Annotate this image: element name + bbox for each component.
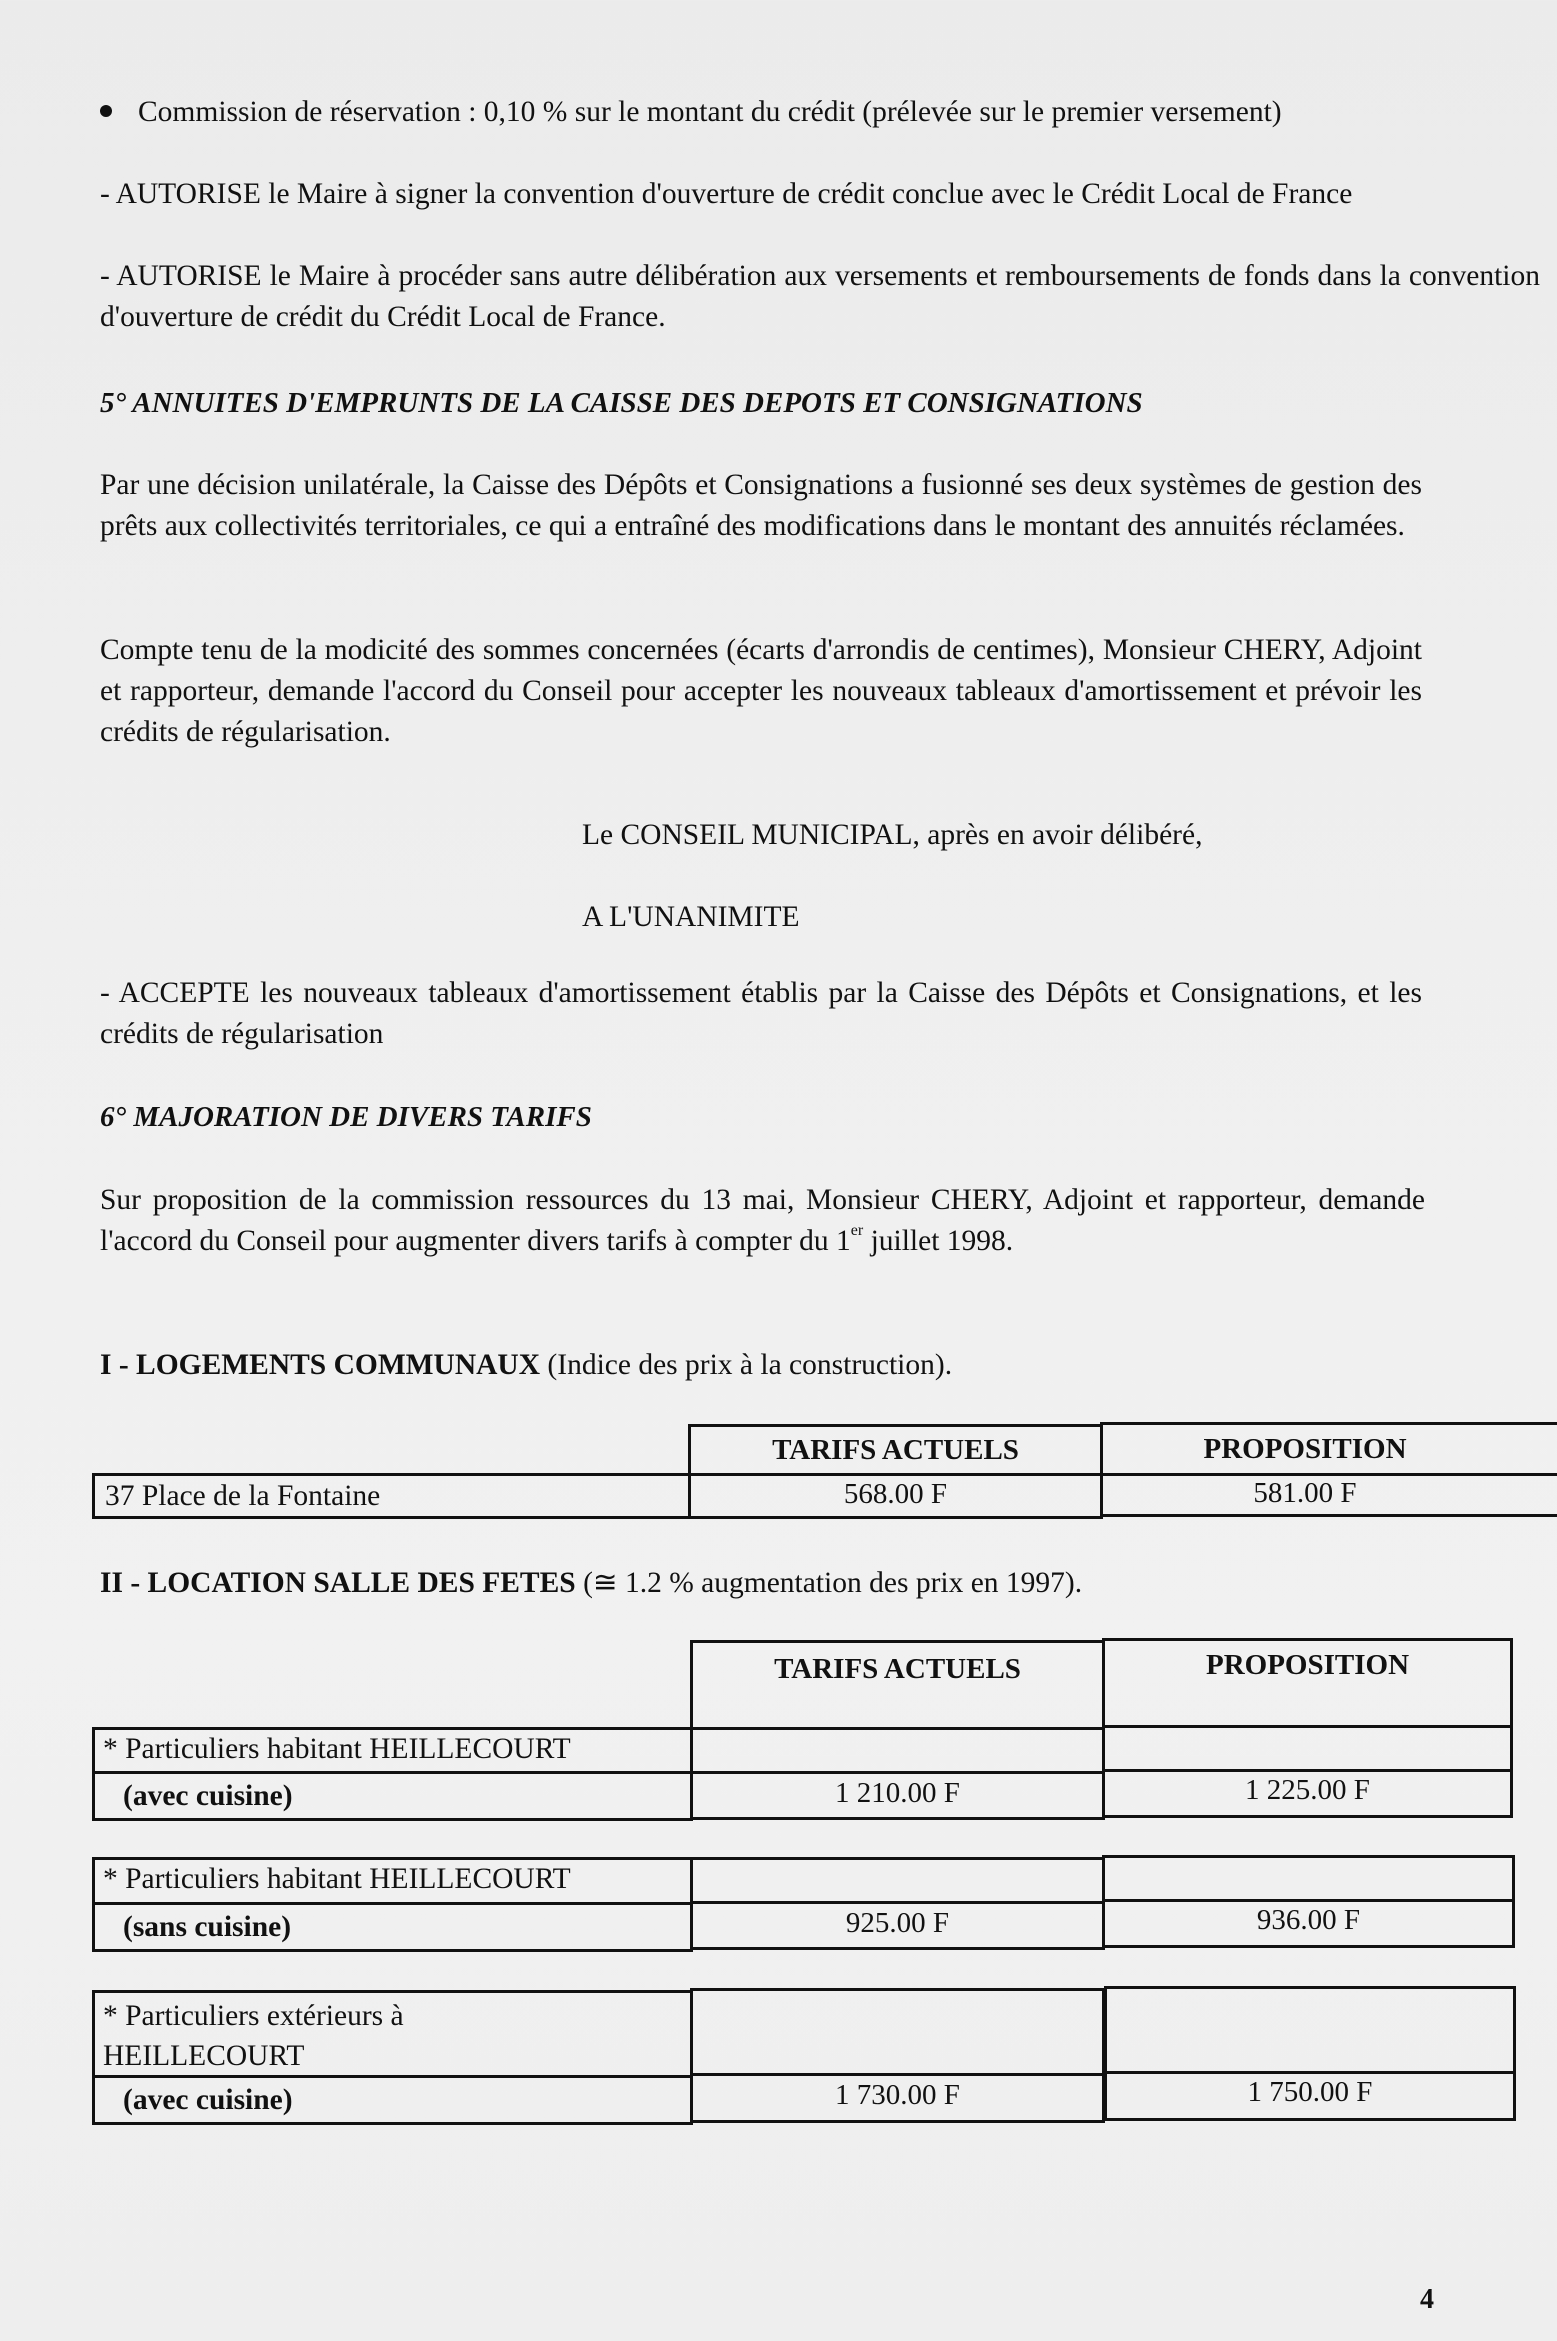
row-value: 936.00 F bbox=[1256, 1904, 1361, 1936]
row-value: 1 730.00 F bbox=[835, 2079, 960, 2111]
salle-header-actuel bbox=[690, 1640, 1105, 1730]
group-sublabel: (avec cuisine) bbox=[123, 1780, 293, 1812]
salle-header-proposition bbox=[1102, 1638, 1513, 1728]
row-value: 1 210.00 F bbox=[835, 1777, 960, 1809]
section-5-paragraph-1: Par une décision unilatérale, la Caisse des Dépôts et Consignations a fusionné ses deux systèmes de gestion des prêts aux collectivités territoriales, ce qui a entraîné des modifications dans le montant des annuités réclamées. bbox=[100, 469, 1422, 542]
vote-result: A L'UNANIMITE bbox=[582, 901, 800, 933]
council-statement: Le CONSEIL MUNICIPAL, après en avoir délibéré, bbox=[582, 819, 1203, 851]
group-proposition bbox=[1104, 2071, 1516, 2121]
group-label: * Particuliers extérieurs à bbox=[103, 2000, 404, 2032]
logements-row-actuel bbox=[688, 1473, 1103, 1519]
bullet-icon bbox=[100, 105, 112, 117]
header-label: PROPOSITION bbox=[1205, 1649, 1410, 1681]
row-value: 925.00 F bbox=[845, 1907, 950, 1939]
superscript-er: er bbox=[850, 1222, 864, 1240]
row-value: 1 750.00 F bbox=[1247, 2076, 1373, 2108]
autorise-paragraph-1: - AUTORISE le Maire à signer la convention d'ouverture de crédit conclue avec le Crédit Local de France bbox=[100, 178, 1353, 210]
group-label-line-1 bbox=[92, 1727, 693, 1774]
logements-row-proposition bbox=[1100, 1473, 1557, 1517]
group-label-line-2 bbox=[92, 2075, 693, 2125]
row-value: 1 225.00 F bbox=[1245, 1774, 1370, 1806]
group-proposition bbox=[1102, 1899, 1515, 1948]
bullet-text: Commission de réservation : 0,10 % sur le montant du crédit (prélevée sur le premier versement) bbox=[138, 96, 1282, 128]
group-label-line-1 bbox=[92, 1857, 693, 1905]
empty-cell bbox=[1104, 1986, 1516, 2074]
group-label-continued: HEILLECOURT bbox=[103, 2040, 305, 2072]
group-actuel bbox=[690, 1771, 1105, 1820]
group-actuel bbox=[690, 2073, 1105, 2123]
salle-fetes-title-rest: (≅ 1.2 % augmentation des prix en 1997). bbox=[575, 1567, 1083, 1599]
logements-header-proposition bbox=[1100, 1422, 1557, 1476]
logements-header-actuel bbox=[688, 1424, 1103, 1476]
logements-title-rest: (Indice des prix à la construction). bbox=[540, 1349, 953, 1381]
group-label-line-2 bbox=[92, 1902, 693, 1952]
group-label-line-2 bbox=[92, 1771, 693, 1821]
section-6-heading: 6° MAJORATION DE DIVERS TARIFS bbox=[100, 1101, 592, 1133]
autorise-paragraph-2: - AUTORISE le Maire à procéder sans autre délibération aux versements et remboursements de fonds dans la convention d'ouverture de crédit du Crédit Local de France. bbox=[100, 260, 1540, 333]
header-label: PROPOSITION bbox=[1203, 1433, 1407, 1465]
salle-fetes-title-bold: II - LOCATION SALLE DES FETES bbox=[100, 1567, 576, 1599]
empty-cell bbox=[690, 1727, 1105, 1774]
salle-fetes-title bbox=[100, 1563, 1082, 1604]
group-proposition bbox=[1102, 1769, 1513, 1818]
bullet-item bbox=[100, 92, 1540, 133]
empty-cell bbox=[690, 1857, 1105, 1904]
empty-cell bbox=[690, 1988, 1105, 2076]
section-5-paragraph-2: Compte tenu de la modicité des sommes concernées (écarts d'arrondis de centimes), Monsieur CHERY, Adjoint et rapporteur, demande l'accord du Conseil pour accepter les nouveaux tableaux d'amortissement et prévoir les crédits de régularisation. bbox=[100, 634, 1422, 748]
page-number: 4 bbox=[1420, 2284, 1434, 2315]
group-label: * Particuliers habitant HEILLECOURT bbox=[103, 1733, 571, 1765]
section-5-heading: 5° ANNUITES D'EMPRUNTS DE LA CAISSE DES DEPOTS ET CONSIGNATIONS bbox=[100, 387, 1143, 419]
header-label: TARIFS ACTUELS bbox=[772, 1434, 1019, 1466]
group-sublabel: (sans cuisine) bbox=[123, 1911, 292, 1943]
group-actuel bbox=[690, 1901, 1105, 1950]
group-label-line-1 bbox=[92, 1990, 693, 2078]
section-6-paragraph bbox=[100, 1180, 1425, 1262]
empty-cell bbox=[1102, 1855, 1515, 1902]
section-6-paragraph-start: Sur proposition de la commission ressources du 13 mai, Monsieur CHERY, Adjoint et rapporteur, demande l'accord du Conseil pour augmenter divers tarifs à compter du 1 bbox=[100, 1184, 1425, 1257]
row-label: 37 Place de la Fontaine bbox=[105, 1480, 381, 1512]
logements-title bbox=[100, 1345, 952, 1386]
section-6-paragraph-end: juillet 1998. bbox=[863, 1225, 1014, 1257]
logements-row-label bbox=[92, 1473, 691, 1519]
section-5-decision: - ACCEPTE les nouveaux tableaux d'amortissement établis par la Caisse des Dépôts et Consignations, et les crédits de régularisation bbox=[100, 977, 1422, 1050]
logements-title-bold: I - LOGEMENTS COMMUNAUX bbox=[100, 1349, 541, 1381]
group-sublabel: (avec cuisine) bbox=[123, 2084, 293, 2116]
row-value: 581.00 F bbox=[1253, 1477, 1357, 1509]
empty-cell bbox=[1102, 1725, 1513, 1772]
header-label: TARIFS ACTUELS bbox=[774, 1653, 1021, 1685]
row-value: 568.00 F bbox=[843, 1478, 948, 1510]
group-label: * Particuliers habitant HEILLECOURT bbox=[103, 1863, 571, 1895]
